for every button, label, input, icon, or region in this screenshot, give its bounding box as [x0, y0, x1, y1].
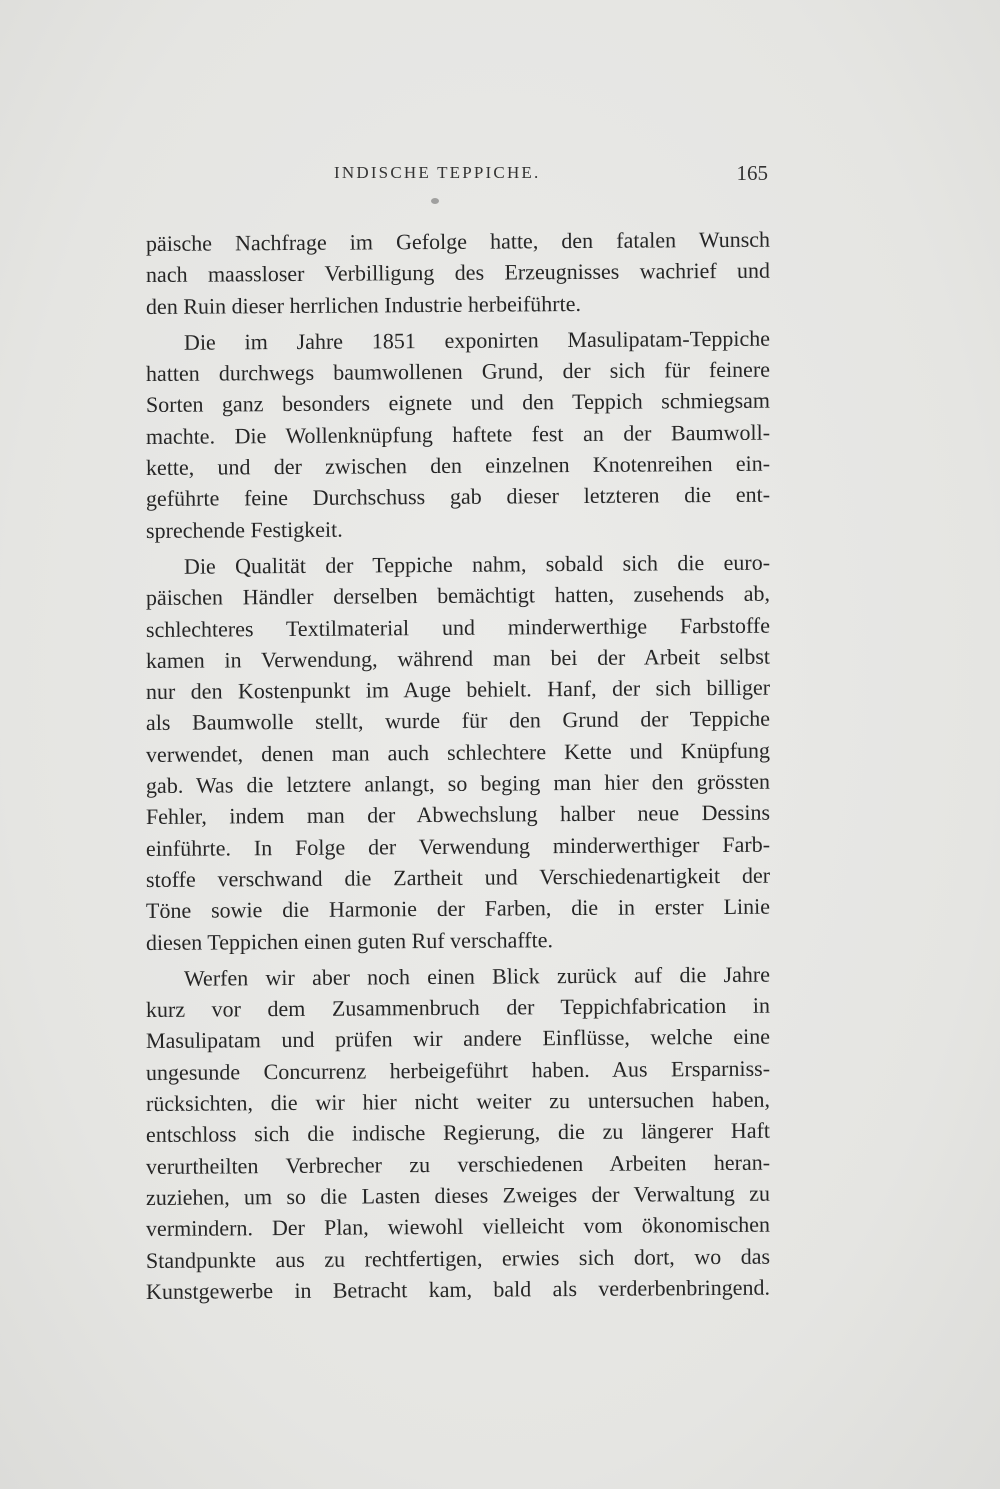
- text-line: ungesunde Concurrenz herbeigeführt haben. Aus Ersparniss-: [145, 1055, 771, 1085]
- text-line: Fehler, indem man der Abwechslung halber neue Dessins: [145, 799, 771, 830]
- text-line: schlechteres Textilmaterial und minderwerthige Farbstoffe: [145, 612, 771, 642]
- text-line: den Ruin dieser herrlichen Industrie herbeiführte.: [145, 290, 582, 319]
- paragraph-2: [146, 327, 770, 546]
- text-line: zuziehen, um so die Lasten dieses Zweiges der Verwaltung zu: [145, 1180, 771, 1210]
- text-line: gab. Was die letztere anlangt, so beging man hier den grössten: [145, 768, 771, 799]
- text-line: verurtheilten Verbrecher zu verschiedenen Arbeiten heran-: [145, 1149, 771, 1179]
- text-line: stoffe verschwand die Zartheit und Verschiedenartigkeit der: [145, 862, 771, 892]
- text-line: päische Nachfrage im Gefolge hatte, den fatalen Wunsch: [145, 226, 771, 256]
- text-line: nur den Kostenpunkt im Auge behielt. Hanf, der sich billiger: [145, 674, 771, 705]
- text-line: Sorten ganz besonders eignete und den Teppich schmiegsam: [145, 388, 771, 418]
- text-line: als Baumwolle stellt, wurde für den Grund der Teppiche: [145, 706, 771, 736]
- page-number: 165: [736, 161, 768, 185]
- text-line: rücksichten, die wir hier nicht weiter zu untersuchen haben,: [145, 1086, 771, 1117]
- text-line: hatten durchwegs baumwollenen Grund, der sich für feinere: [145, 356, 771, 387]
- paragraph-1: [146, 228, 770, 322]
- text-line: nach maassloser Verbilligung des Erzeugnisses wachrief und: [145, 257, 771, 288]
- paragraph-3: [146, 551, 770, 958]
- running-title: INDISCHE TEPPICHE.: [334, 163, 541, 182]
- text-line: Werfen wir aber noch einen Blick zurück auf die Jahre: [183, 961, 771, 991]
- text-line: verwendet, denen man auch schlechtere Kette und Knüpfung: [145, 737, 771, 767]
- text-line: kurz vor dem Zusammenbruch der Teppichfabrication in: [145, 992, 771, 1023]
- text-line: päischen Händler derselben bemächtigt hatten, zusehends ab,: [145, 580, 771, 611]
- running-head: [146, 163, 768, 189]
- body-text: [146, 228, 770, 1307]
- text-line: einführte. In Folge der Verwendung minderwerthiger Farb-: [145, 831, 771, 861]
- text-line: kamen in Verwendung, während man bei der Arbeit selbst: [145, 643, 771, 673]
- text-line: geführte feine Durchschuss gab dieser letzteren die ent-: [145, 482, 771, 512]
- paragraph-4: [146, 963, 770, 1307]
- text-line: vermindern. Der Plan, wiewohl vielleicht vom ökonomischen: [145, 1211, 771, 1242]
- text-line: diesen Teppichen einen guten Ruf verschaffte.: [145, 926, 554, 955]
- text-line: Masulipatam und prüfen wir andere Einflüsse, welche eine: [145, 1024, 771, 1054]
- text-line: sprechende Festigkeit.: [145, 516, 343, 543]
- ornament-dot: [431, 198, 439, 204]
- text-line: Die Qualität der Teppiche nahm, sobald sich die euro-: [183, 549, 771, 579]
- text-line: kette, und der zwischen den einzelnen Knotenreihen ein-: [145, 450, 771, 481]
- text-line: Kunstgewerbe in Betracht kam, bald als verderbenbringend.: [145, 1274, 771, 1304]
- text-line: Die im Jahre 1851 exponirten Masulipatam-Teppiche: [183, 325, 771, 355]
- text-line: Standpunkte aus zu rechtfertigen, erwies sich dort, wo das: [145, 1243, 771, 1273]
- text-line: Töne sowie die Harmonie der Farben, die in erster Linie: [145, 893, 771, 924]
- text-line: machte. Die Wollenknüpfung haftete fest an der Baumwoll-: [145, 419, 771, 449]
- text-line: entschloss sich die indische Regierung, die zu längerer Haft: [145, 1117, 771, 1148]
